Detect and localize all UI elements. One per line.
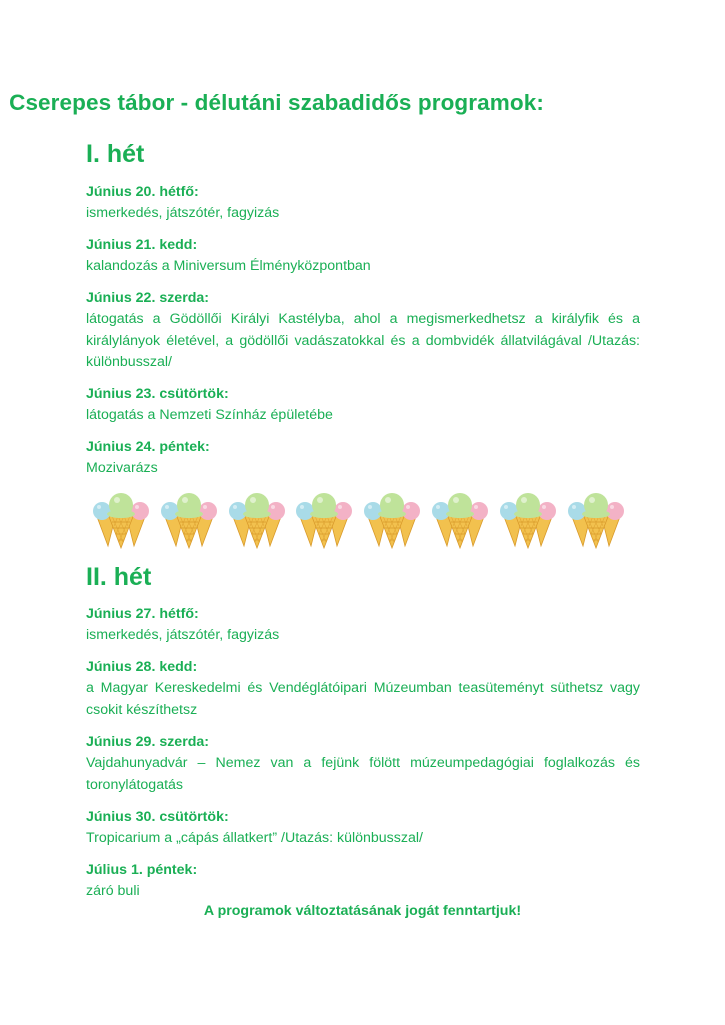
week-2-day-5 [86, 860, 640, 903]
ice-cream-divider [86, 490, 646, 550]
day-label: Június 21. kedd: [86, 237, 198, 253]
ice-cream-cone-icon [158, 490, 220, 550]
day-program: Vajdahunyadvár – Nemez van a fejünk fölött múzeumpedagógiai foglalkozás és toronylátogatás [86, 755, 640, 793]
day-label: Június 29. szerda: [86, 734, 210, 750]
week-1-day-2 [86, 235, 640, 278]
day-program: látogatás a Gödöllői Királyi Kastélyba, ahol a megismerkedhetsz a királyfik és a királylányok életével, a gödöllői vadászatokkal és a dombvidék állatvilágával /Utazás: különbusszal/ [86, 311, 640, 370]
day-label: Június 23. csütörtök: [86, 386, 229, 402]
ice-cream-cone-icon [497, 490, 559, 550]
day-program: Mozivarázs [86, 460, 158, 476]
week-2-day-4 [86, 807, 640, 850]
day-label: Június 27. hétfő: [86, 606, 199, 622]
week-1-heading: I. hét [86, 140, 145, 168]
week-2-day-3 [86, 732, 640, 796]
page-title: Cserepes tábor - délutáni szabadidős programok: [9, 90, 544, 115]
day-program: látogatás a Nemzeti Színház épületébe [86, 407, 333, 423]
week-1-day-4 [86, 384, 640, 427]
day-program: záró buli [86, 883, 140, 899]
week-1-day-3 [86, 288, 640, 374]
week-1-day-1 [86, 182, 640, 225]
ice-cream-cone-icon [429, 490, 491, 550]
ice-cream-cone-icon [226, 490, 288, 550]
day-program: ismerkedés, játszótér, fagyizás [86, 205, 280, 221]
week-2-day-2 [86, 657, 640, 721]
day-program: ismerkedés, játszótér, fagyizás [86, 627, 280, 643]
day-program: Tropicarium a „cápás állatkert” /Utazás: különbusszal/ [86, 830, 423, 846]
day-label: Június 28. kedd: [86, 659, 198, 675]
day-label: Június 22. szerda: [86, 290, 210, 306]
footer-note: A programok változtatásának jogát fenntartjuk! [203, 903, 522, 919]
day-program: a Magyar Kereskedelmi és Vendéglátóipari Múzeumban teasüteményt süthetsz vagy csokit készíthetsz [86, 680, 640, 718]
week-1-day-5 [86, 437, 640, 480]
ice-cream-cone-icon [90, 490, 152, 550]
week-2-heading: II. hét [86, 563, 152, 591]
day-label: Június 24. péntek: [86, 439, 210, 455]
ice-cream-cone-icon [565, 490, 627, 550]
ice-cream-cone-icon [361, 490, 423, 550]
ice-cream-cone-icon [293, 490, 355, 550]
day-program: kalandozás a Miniversum Élményközpontban [86, 258, 371, 274]
day-label: Június 20. hétfő: [86, 184, 199, 200]
day-label: Június 30. csütörtök: [86, 809, 229, 825]
day-label: Július 1. péntek: [86, 862, 198, 878]
week-2-day-1 [86, 604, 640, 647]
